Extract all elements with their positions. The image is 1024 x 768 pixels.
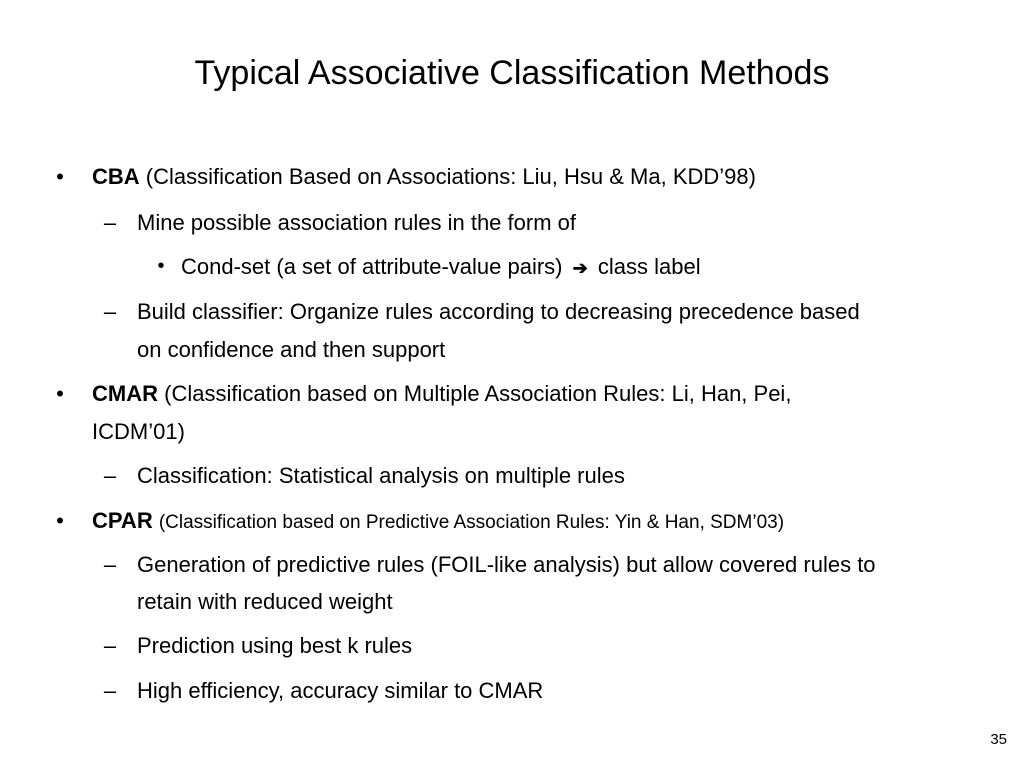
dash-marker: – bbox=[103, 678, 117, 703]
bullet-marker: • bbox=[56, 381, 64, 406]
slide-content bbox=[0, 158, 1024, 718]
bullet-cmar-text-line1 bbox=[92, 375, 972, 412]
dash-marker: – bbox=[103, 552, 117, 577]
bullet-cpar-text bbox=[92, 502, 972, 541]
dash-marker: – bbox=[103, 463, 117, 488]
dash-marker: – bbox=[103, 633, 117, 658]
method-name-cba: CBA bbox=[92, 164, 140, 189]
sub-bullet-marker: • bbox=[157, 255, 165, 277]
method-name-cpar: CPAR bbox=[92, 508, 153, 533]
bullet-cba-text bbox=[92, 158, 972, 195]
arrow-right-icon: ➔ bbox=[572, 258, 588, 278]
sub-item-efficiency: High efficiency, accuracy similar to CMAR bbox=[137, 678, 544, 703]
method-detail-cpar: (Classification based on Predictive Association Rules: Yin & Han, SDM’03) bbox=[158, 512, 785, 533]
sub-item-build-classifier-line2: on confidence and then support bbox=[137, 337, 446, 362]
bullet-marker: • bbox=[56, 508, 64, 533]
dash-marker: – bbox=[103, 210, 117, 235]
sub-sub-item-cond-set bbox=[181, 248, 1001, 287]
sub-item-prediction: Prediction using best k rules bbox=[137, 633, 413, 658]
sub-item-generation-line1: Generation of predictive rules (FOIL-like analysis) but allow covered rules to bbox=[137, 552, 876, 577]
method-detail-cmar-line1: (Classification based on Multiple Association Rules: Li, Han, Pei, bbox=[164, 381, 792, 406]
sub-item-classification: Classification: Statistical analysis on multiple rules bbox=[137, 463, 625, 488]
cond-set-text: Cond-set (a set of attribute-value pairs) bbox=[181, 254, 563, 279]
sub-item-build-classifier-line1: Build classifier: Organize rules according to decreasing precedence based bbox=[137, 299, 860, 324]
dash-marker: – bbox=[103, 299, 117, 324]
sub-item-generation-line2: retain with reduced weight bbox=[137, 589, 393, 614]
sub-item-mine-rules: Mine possible association rules in the form of bbox=[137, 210, 576, 235]
class-label-text: class label bbox=[597, 254, 701, 279]
slide-title: Typical Associative Classification Methods bbox=[194, 54, 830, 92]
method-detail-cba: (Classification Based on Associations: Liu, Hsu & Ma, KDD’98) bbox=[145, 164, 756, 189]
method-name-cmar: CMAR bbox=[92, 381, 158, 406]
bullet-marker: • bbox=[56, 164, 64, 189]
page-number: 35 bbox=[990, 731, 1007, 748]
method-detail-cmar-line2: ICDM’01) bbox=[92, 419, 185, 444]
